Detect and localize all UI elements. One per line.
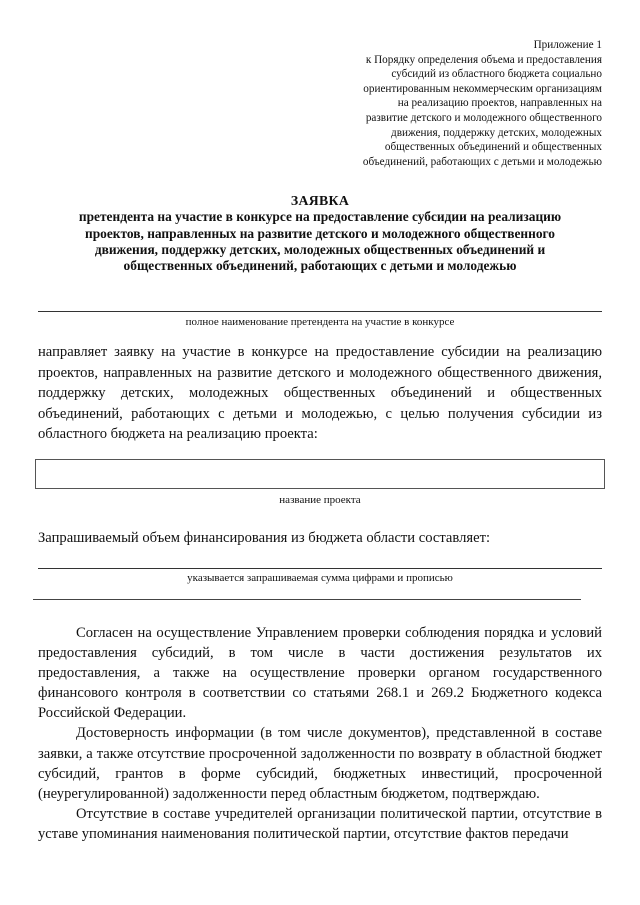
appendix-line: субсидий из областного бюджета социально: [391, 68, 602, 81]
title-line: общественных объединений, работающих с детьми и молодежью: [123, 258, 517, 274]
project-name-box[interactable]: [35, 459, 605, 489]
appendix-line: движения, поддержку детских, молодежных: [391, 126, 602, 139]
project-name-caption: название проекта: [279, 494, 361, 506]
appendix-header: [300, 38, 602, 169]
body-paragraphs: [38, 623, 602, 844]
applicant-name-caption: полное наименование претендента на участие в конкурсе: [185, 316, 455, 328]
title-line: претендента на участие в конкурсе на предоставление субсидии на реализацию: [78, 209, 562, 225]
title-line: проектов, направленных на развитие детского и молодежного общественного: [84, 225, 556, 241]
paragraph-reliability: Достоверность информации (в том числе документов), представленной в составе заявки, а также отсутствие просроченной задолженности по возврату в областной бюджет субсидий, грантов в форме субсидий, бюджетных инвестиций, просроченной (неурегулированной) задолженности перед областным бюджетом, подтверждаю.: [38, 725, 602, 802]
funding-amount-line: [38, 568, 602, 569]
appendix-line: ориентированным некоммерческим организациям: [363, 82, 602, 95]
applicant-name-line: [38, 311, 602, 312]
title-line: движения, поддержку детских, молодежных общественных объединений и: [94, 241, 546, 257]
paragraph-political: Отсутствие в составе учредителей организации политической партии, отсутствие в уставе упоминания наименования политической партии, отсутствие фактов передачи: [38, 805, 602, 842]
appendix-line: развитие детского и молодежного общественного: [365, 111, 602, 124]
appendix-line: объединений, работающих с детьми и молодежью: [362, 155, 602, 168]
appendix-line: общественных объединений и общественных: [384, 141, 602, 154]
appendix-line: на реализацию проектов, направленных на: [397, 97, 602, 110]
funding-text: Запрашиваемый объем финансирования из бюджета области составляет:: [38, 530, 491, 546]
appendix-line: Приложение 1: [533, 39, 602, 51]
applicant-text: направляет заявку на участие в конкурсе на предоставление субсидии на реализацию проектов, направленных на развитие детского и молодежного общественного движения, поддержку детских, молодежных общественных объединений и общественных объединений, работающих с детьми и молодежью, с целью получения субсидии из областного бюджета на реализацию проекта:: [38, 344, 602, 442]
title-main: ЗАЯВКА: [290, 193, 350, 208]
paragraph-consent: Согласен на осуществление Управлением проверки соблюдения порядка и условий предоставления субсидий, в том числе в части достижения результатов их предоставления, а также на осуществление проверки органом государственного финансового контроля в соответствии со статьями 268.1 и 269.2 Бюджетного кодекса Российской Федерации.: [38, 625, 602, 722]
appendix-line: к Порядку определения объема и предоставления: [365, 53, 602, 66]
funding-amount-caption: указывается запрашиваемая сумма цифрами и прописью: [187, 572, 453, 584]
funding-second-line: [33, 599, 581, 600]
document-title: [30, 193, 610, 274]
